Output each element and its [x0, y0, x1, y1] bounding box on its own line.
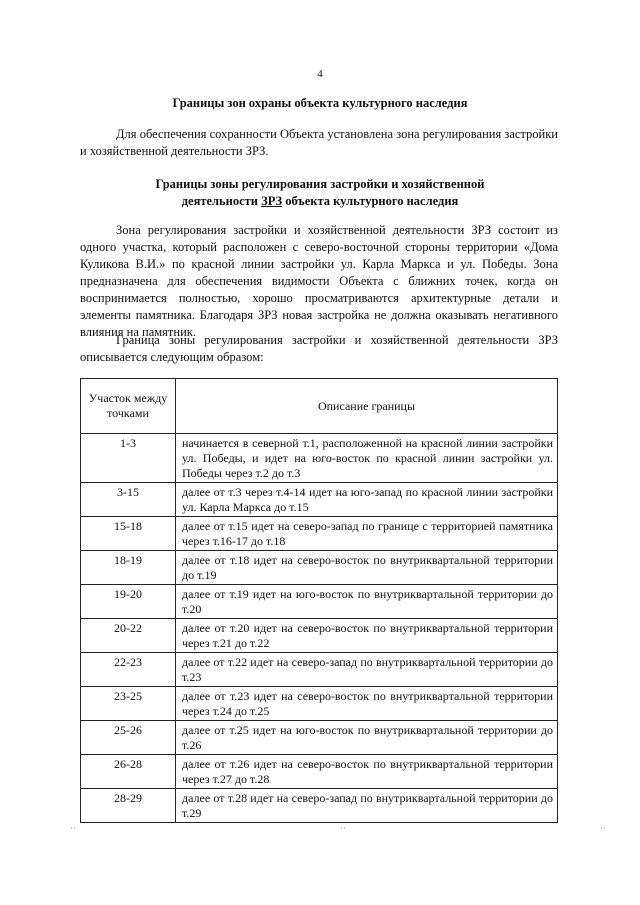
row-segment: 20-22	[81, 619, 176, 653]
boundary-table	[80, 378, 558, 823]
subheading-line-1: Границы зоны регулирования застройки и хозяйственной	[155, 177, 485, 191]
table-row	[81, 653, 558, 687]
row-segment: 18-19	[81, 551, 176, 585]
scan-speck: ˙˙	[600, 826, 606, 836]
row-segment: 23-25	[81, 687, 176, 721]
scan-speck: ˙˙	[340, 826, 346, 836]
subheading-text-before: деятельности	[181, 194, 262, 208]
row-description: далее от т.26 идет на северо-восток по внутриквартальной территории через т.27 до т.28	[176, 755, 558, 789]
header-segment: Участок между точками	[81, 379, 176, 434]
table-body	[81, 434, 558, 823]
body-text-2: Граница зоны регулирования застройки и хозяйственной деятельности ЗРЗ описывается следующим образом:	[80, 333, 558, 364]
row-description: далее от т.15 идет на северо-запад по границе с территорией памятника через т.16-17 до т.18	[176, 517, 558, 551]
row-segment: 15-18	[81, 517, 176, 551]
section-heading: Границы зон охраны объекта культурного наследия	[172, 96, 468, 110]
row-segment: 3-15	[81, 483, 176, 517]
table-row	[81, 755, 558, 789]
table-row	[81, 517, 558, 551]
subheading-line-2	[80, 193, 560, 210]
intro-text: Для обеспечения сохранности Объекта установлена зона регулирования застройки и хозяйственной деятельности ЗРЗ.	[80, 127, 558, 158]
intro-paragraph	[80, 126, 558, 160]
table-row	[81, 619, 558, 653]
scan-speck: ˙˙	[70, 826, 76, 836]
subheading	[80, 176, 560, 210]
row-description: далее от т.20 идет на северо-восток по внутриквартальной территории через т.21 до т.22	[176, 619, 558, 653]
table-header-row	[81, 379, 558, 434]
row-segment: 26-28	[81, 755, 176, 789]
row-description: далее от т.18 идет на северо-восток по внутриквартальной территории до т.19	[176, 551, 558, 585]
body-paragraph-2	[80, 332, 558, 366]
body-paragraph-1	[80, 222, 558, 341]
row-description: далее от т.25 идет на юго-восток по внутриквартальной территории до т.26	[176, 721, 558, 755]
row-segment: 1-3	[81, 434, 176, 483]
table-row	[81, 789, 558, 823]
row-description: далее от т.28 идет на северо-запад по внутриквартальной территории до т.29	[176, 789, 558, 823]
subheading-underlined: ЗРЗ	[261, 194, 283, 208]
table-row	[81, 551, 558, 585]
table-row	[81, 687, 558, 721]
subheading-text-after: объекта культурного наследия	[282, 194, 459, 208]
row-description: начинается в северной т.1, расположенной на красной линии застройки ул. Победы, и идет на юго-восток по красной линии застройки ул. Победы через т.2 до т.3	[176, 434, 558, 483]
table-row	[81, 721, 558, 755]
row-description: далее от т.3 через т.4-14 идет на юго-запад по красной линии застройки ул. Карла Маркса до т.15	[176, 483, 558, 517]
row-segment: 19-20	[81, 585, 176, 619]
page-number: 4	[317, 68, 323, 80]
table-row	[81, 483, 558, 517]
table-row	[81, 585, 558, 619]
header-description: Описание границы	[176, 379, 558, 434]
body-text-1: Зона регулирования застройки и хозяйственной деятельности ЗРЗ состоит из одного участка, который расположен с северо-восточной стороны территории «Дома Куликова В.И.» по красной линии застройки ул. Карла Маркса и ул. Победы. Зона предназначена для обеспечения видимости Объекта с ближних точек, когда он воспринимается полностью, хорошо просматриваются архитектурные детали и элементы памятника. Благодаря ЗРЗ новая застройка не должна оказывать негативного влияния на памятник.	[80, 223, 558, 339]
row-description: далее от т.23 идет на северо-восток по внутриквартальной территории через т.24 до т.25	[176, 687, 558, 721]
row-segment: 25-26	[81, 721, 176, 755]
row-description: далее от т.19 идет на юго-восток по внутриквартальной территории до т.20	[176, 585, 558, 619]
row-segment: 22-23	[81, 653, 176, 687]
row-segment: 28-29	[81, 789, 176, 823]
row-description: далее от т.22 идет на северо-запад по внутриквартальной территории до т.23	[176, 653, 558, 687]
table-row	[81, 434, 558, 483]
